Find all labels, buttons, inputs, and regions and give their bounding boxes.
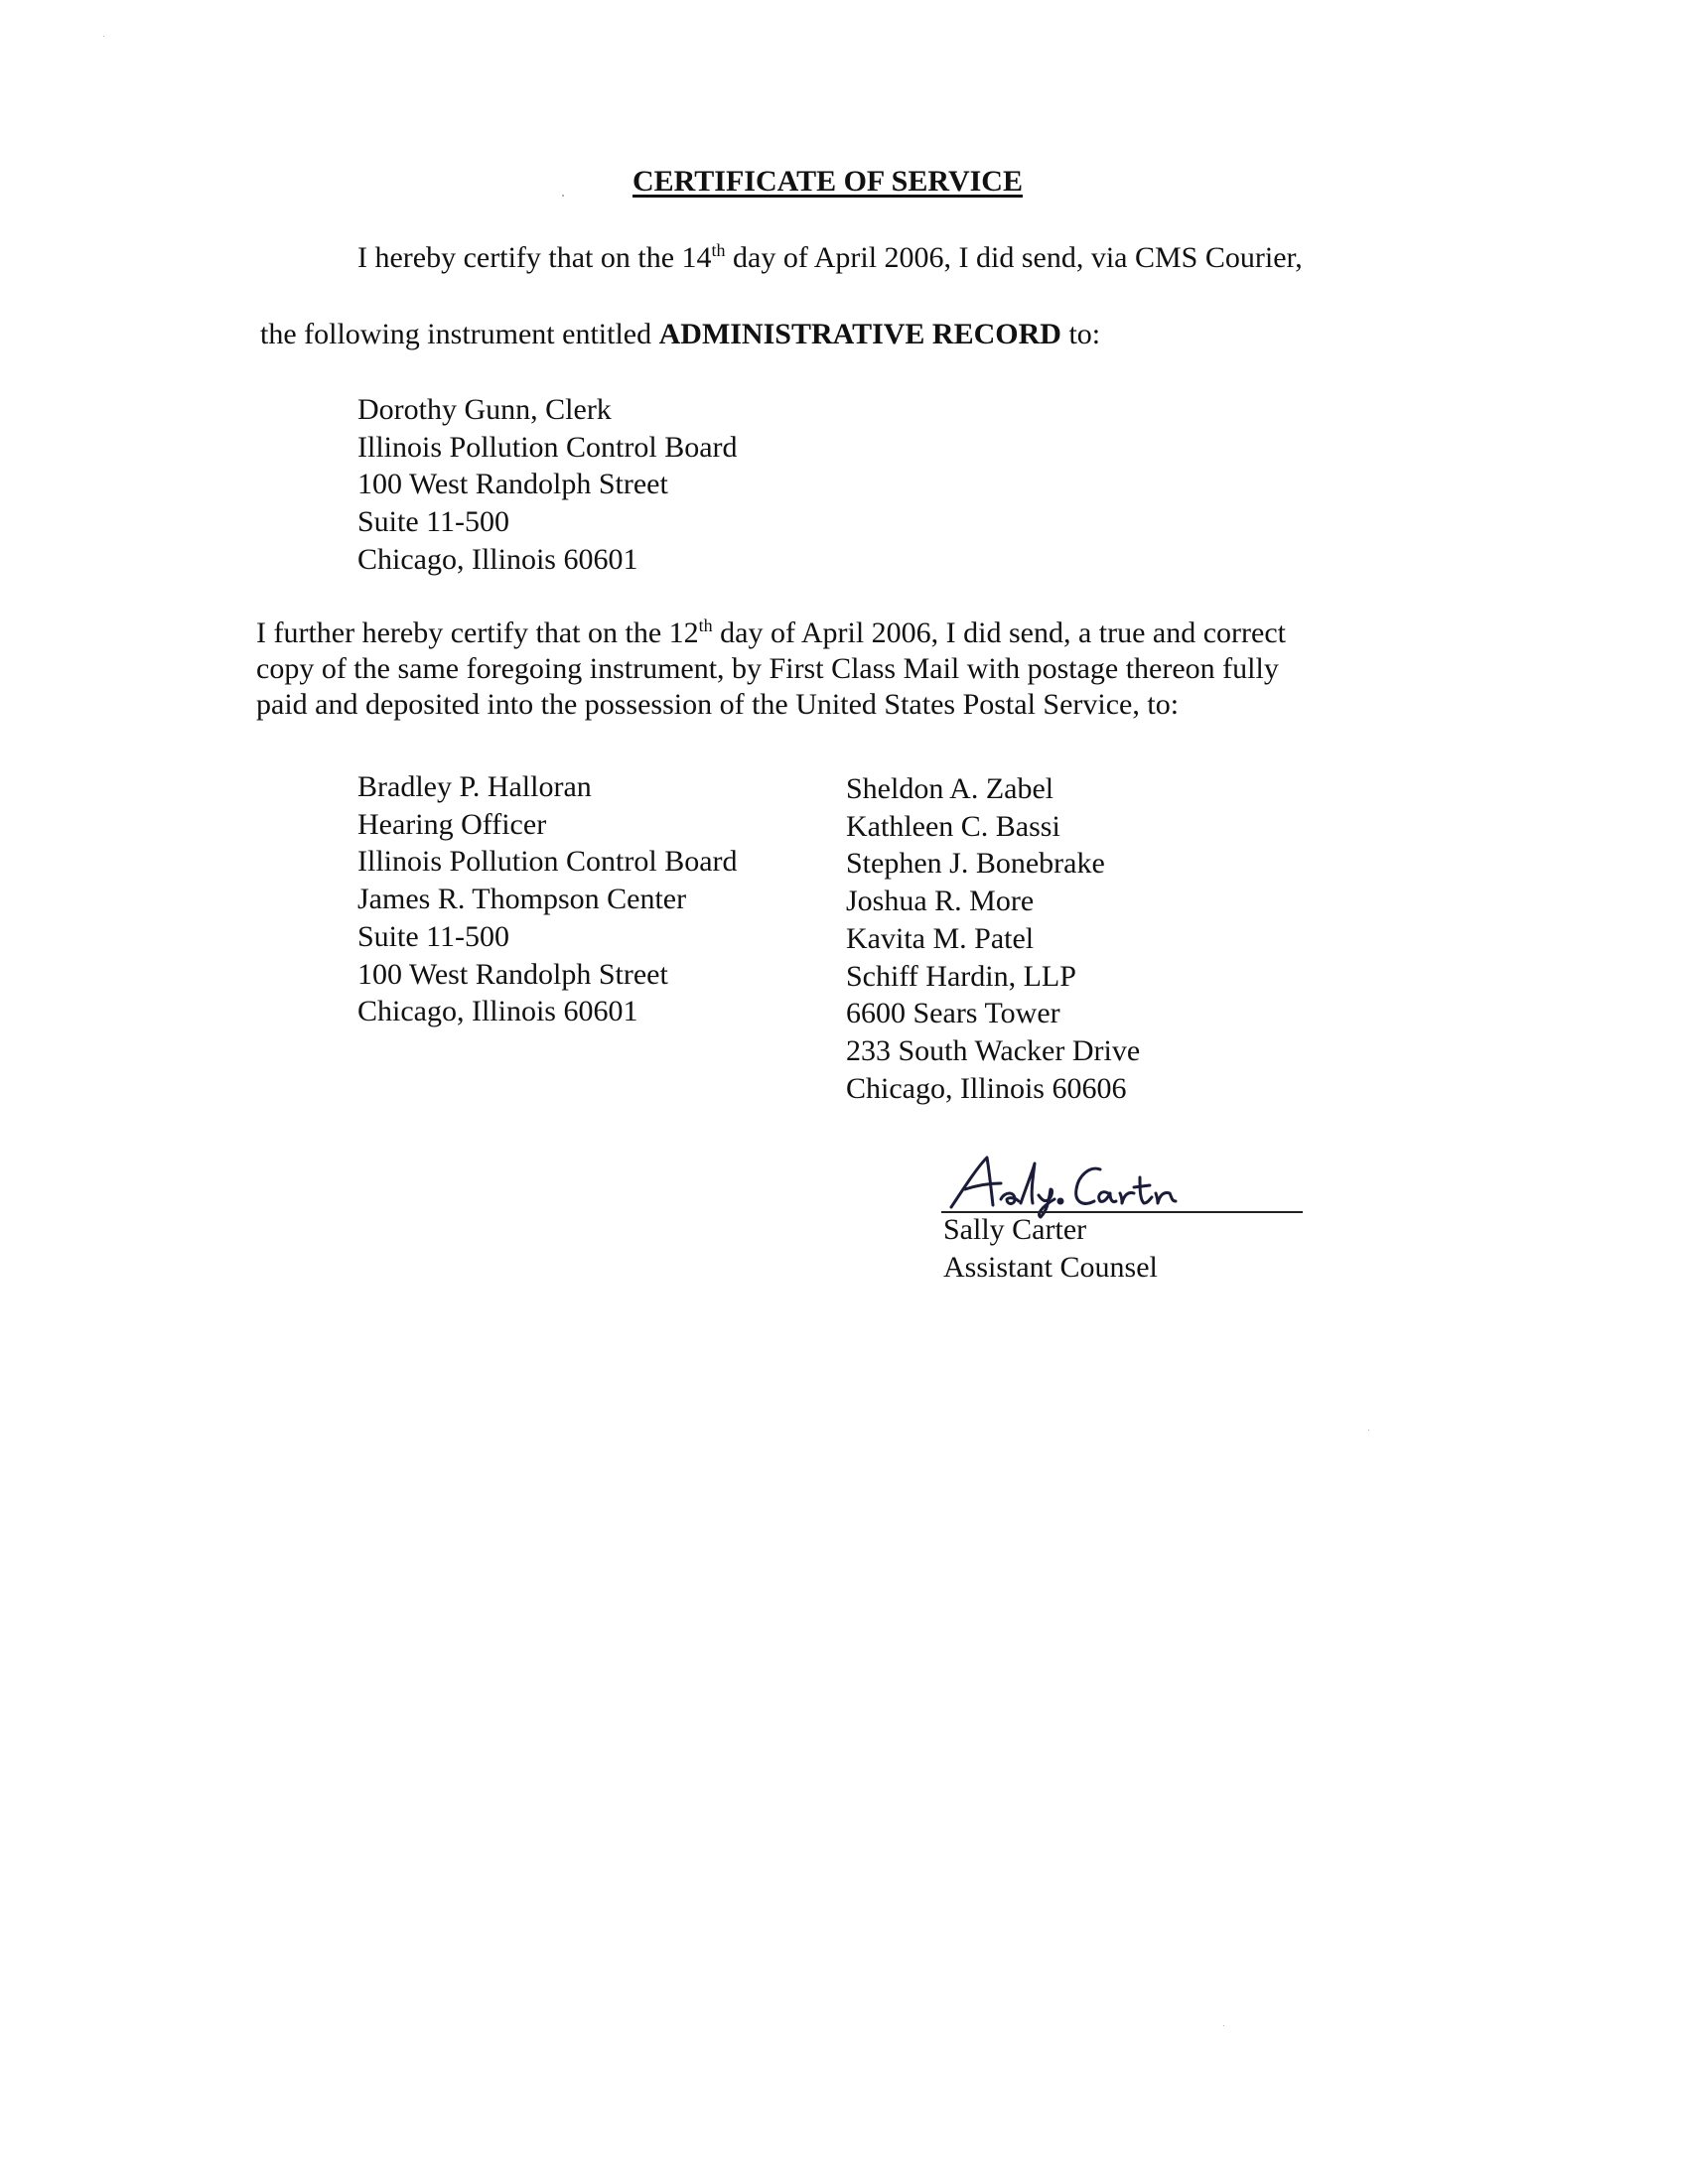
address-line: Sheldon A. Zabel bbox=[846, 772, 1054, 805]
address-line: Kavita M. Patel bbox=[846, 921, 1035, 955]
paragraph-1-line-1 bbox=[357, 239, 1303, 277]
address-line: Hearing Officer bbox=[357, 807, 547, 841]
address-line: 233 South Wacker Drive bbox=[846, 1033, 1141, 1067]
scan-speck bbox=[1223, 2025, 1224, 2026]
address-line: Suite 11-500 bbox=[357, 919, 510, 953]
recipient-address-clerk bbox=[357, 391, 738, 579]
p1-text-b: day of April 2006, I did send, via CMS Courier, bbox=[725, 241, 1303, 274]
p1-text-d: to: bbox=[1060, 318, 1101, 350]
paragraph-2-line-2: copy of the same foregoing instrument, by First Class Mail with postage thereon fully bbox=[256, 652, 1279, 685]
address-line: Suite 11-500 bbox=[357, 505, 510, 539]
p2-text-b: day of April 2006, I did send, a true and correct bbox=[712, 616, 1286, 649]
signature-block bbox=[941, 1150, 1311, 1298]
p2-text-a: I further hereby certify that on the 12 bbox=[256, 616, 699, 649]
document-title: CERTIFICATE OF SERVICE bbox=[632, 165, 1023, 198]
address-line: Bradley P. Halloran bbox=[357, 770, 592, 803]
signer-title: Assistant Counsel bbox=[943, 1251, 1158, 1284]
instrument-name: ADMINISTRATIVE RECORD bbox=[658, 318, 1061, 350]
address-line: Chicago, Illinois 60601 bbox=[357, 542, 638, 576]
p1-ordinal-suffix: th bbox=[711, 240, 726, 260]
paragraph-2-line-1 bbox=[256, 615, 1286, 651]
address-line: Chicago, Illinois 60606 bbox=[846, 1071, 1127, 1105]
address-line: Illinois Pollution Control Board bbox=[357, 845, 738, 879]
paragraph-2-line-3: paid and deposited into the possession of the United States Postal Service, to: bbox=[256, 688, 1180, 721]
address-line: Dorothy Gunn, Clerk bbox=[357, 393, 612, 426]
address-line: Stephen J. Bonebrake bbox=[846, 847, 1105, 881]
scan-speck bbox=[1368, 1430, 1369, 1431]
scan-speck bbox=[562, 195, 564, 197]
handwritten-signature bbox=[943, 1150, 1211, 1219]
paragraph-2 bbox=[256, 615, 1286, 723]
paragraph-1-line-2 bbox=[260, 316, 1100, 353]
scan-speck bbox=[103, 36, 104, 37]
p1-text-a: I hereby certify that on the 14 bbox=[357, 241, 712, 274]
p2-ordinal-suffix: th bbox=[698, 615, 713, 635]
recipient-address-hearing-officer bbox=[357, 768, 738, 1030]
address-line: 100 West Randolph Street bbox=[357, 957, 668, 991]
address-line: 100 West Randolph Street bbox=[357, 468, 668, 501]
p1-text-c: the following instrument entitled bbox=[260, 318, 659, 350]
address-line: 6600 Sears Tower bbox=[846, 997, 1060, 1030]
address-line: Kathleen C. Bassi bbox=[846, 809, 1060, 843]
address-line: Illinois Pollution Control Board bbox=[357, 430, 738, 464]
recipient-address-schiff-hardin bbox=[846, 770, 1140, 1107]
address-line: Schiff Hardin, LLP bbox=[846, 959, 1076, 993]
signer-name: Sally Carter bbox=[943, 1213, 1087, 1246]
address-line: James R. Thompson Center bbox=[357, 883, 687, 916]
address-line: Joshua R. More bbox=[846, 885, 1035, 918]
address-line: Chicago, Illinois 60601 bbox=[357, 995, 638, 1028]
